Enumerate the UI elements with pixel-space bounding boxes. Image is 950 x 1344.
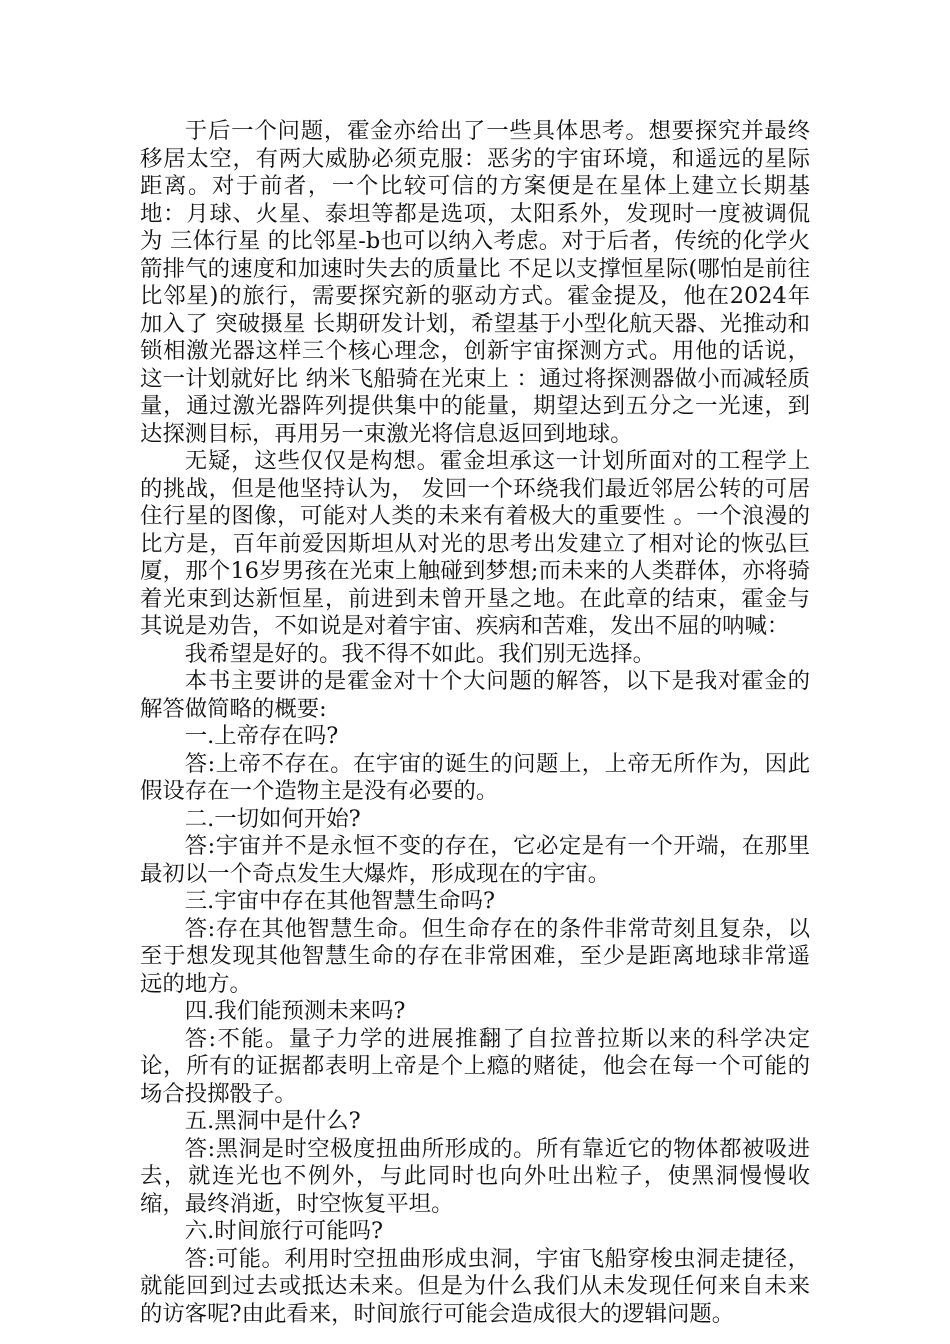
question-6: 六.时间旅行可能吗? bbox=[184, 1218, 384, 1244]
answer-5: 答:黑洞是时空极度扭曲所形成的。所有靠近它的物体都被吸进去，就连光也不例外，与此同时也向外吐出粒子，使黑洞慢慢收缩，最终消逝，时空恢复平坦。 bbox=[140, 1135, 810, 1217]
answer-6: 答:可能。利用时空扭曲形成虫洞，宇宙飞船穿梭虫洞走捷径，就能回到过去或抵达未来。但是为什么我们从未发现任何来自未来的访客呢?由此看来，时间旅行可能会造成很大的逻辑问题。 bbox=[140, 1245, 810, 1327]
answer-3: 答:存在其他智慧生命。但生命存在的条件非常苛刻且复杂，以至于想发现其他智慧生命的存在非常困难，至少是距离地球非常遥远的地方。 bbox=[140, 915, 810, 997]
answer-1: 答:上帝不存在。在宇宙的诞生的问题上，上帝无所作为，因此假设存在一个造物主是没有必要的。 bbox=[140, 750, 810, 804]
question-5: 五.黑洞中是什么? bbox=[184, 1108, 361, 1134]
question-2: 二.一切如何开始? bbox=[184, 805, 361, 832]
paragraph-hope-quote: 我希望是好的。我不得不如此。我们别无选择。 bbox=[184, 640, 655, 667]
answer-2: 答:宇宙并不是永恒不变的存在，它必定是有一个开端，在那里最初以一个奇点发生大爆炸，形成现在的宇宙。 bbox=[140, 833, 810, 887]
paragraph-breakthrough-starshot: 于后一个问题，霍金亦给出了一些具体思考。想要探究并最终移居太空，有两大威胁必须克服：恶劣的宇宙环境，和遥远的星际距离。对于前者，一个比较可信的方案便是在星体上建立长期基地：月球、火星、泰坦等都是选项，太阳系外，发现时一度被调侃为 三体行星 的比邻星-b也可以纳入考虑。对于后者，传统的化学火箭排气的速度和加速时失去的质量比 不足以支撑恒星际(哪怕是前往比邻星)的旅行，需要探究新的驱动方式。霍金提及，他在2024年加入了 突破摄星 长期研发计划，希望基于小型化航天器、光推动和锁相激光器这样三个核心理念，创新宇宙探测方式。用他的话说，这一计划就好比 纳米飞船骑在光束上 ：通过将探测器做小而减轻质量，通过激光器阵列提供集中的能量，期望达到五分之一光速，到达探测目标，再用另一束激光将信息返回到地球。 bbox=[140, 118, 810, 447]
paragraph-summary-intro: 本书主要讲的是霍金对十个大问题的解答，以下是我对霍金的解答做简略的概要: bbox=[140, 668, 810, 722]
document-body bbox=[140, 118, 810, 1328]
question-1: 一.上帝存在吗? bbox=[184, 723, 339, 749]
question-3: 三.宇宙中存在其他智慧生命吗? bbox=[184, 888, 495, 914]
paragraph-engineering-challenge: 无疑，这些仅仅是构想。霍金坦承这一计划所面对的工程学上的挑战，但是他坚持认为， 发回一个环绕我们最近邻居公转的可居住行星的图像，可能对人类的未来有着极大的重要性 。一个浪漫的比方是，百年前爱因斯坦从对光的思考出发建立了相对论的恢弘巨厦，那个16岁男孩在光束上触碰到梦想;而未来的人类群体，亦将骑着光束到达新恒星，前进到未曾开垦之地。在此章的结束，霍金与其说是劝告，不如说是对着宇宙、疾病和苦难，发出不屈的呐喊： bbox=[140, 448, 810, 639]
question-4: 四.我们能预测未来吗? bbox=[184, 998, 406, 1024]
answer-4: 答:不能。量子力学的进展推翻了自拉普拉斯以来的科学决定论，所有的证据都表明上帝是个上瘾的赌徒，他会在每一个可能的场合投掷骰子。 bbox=[140, 1025, 810, 1107]
